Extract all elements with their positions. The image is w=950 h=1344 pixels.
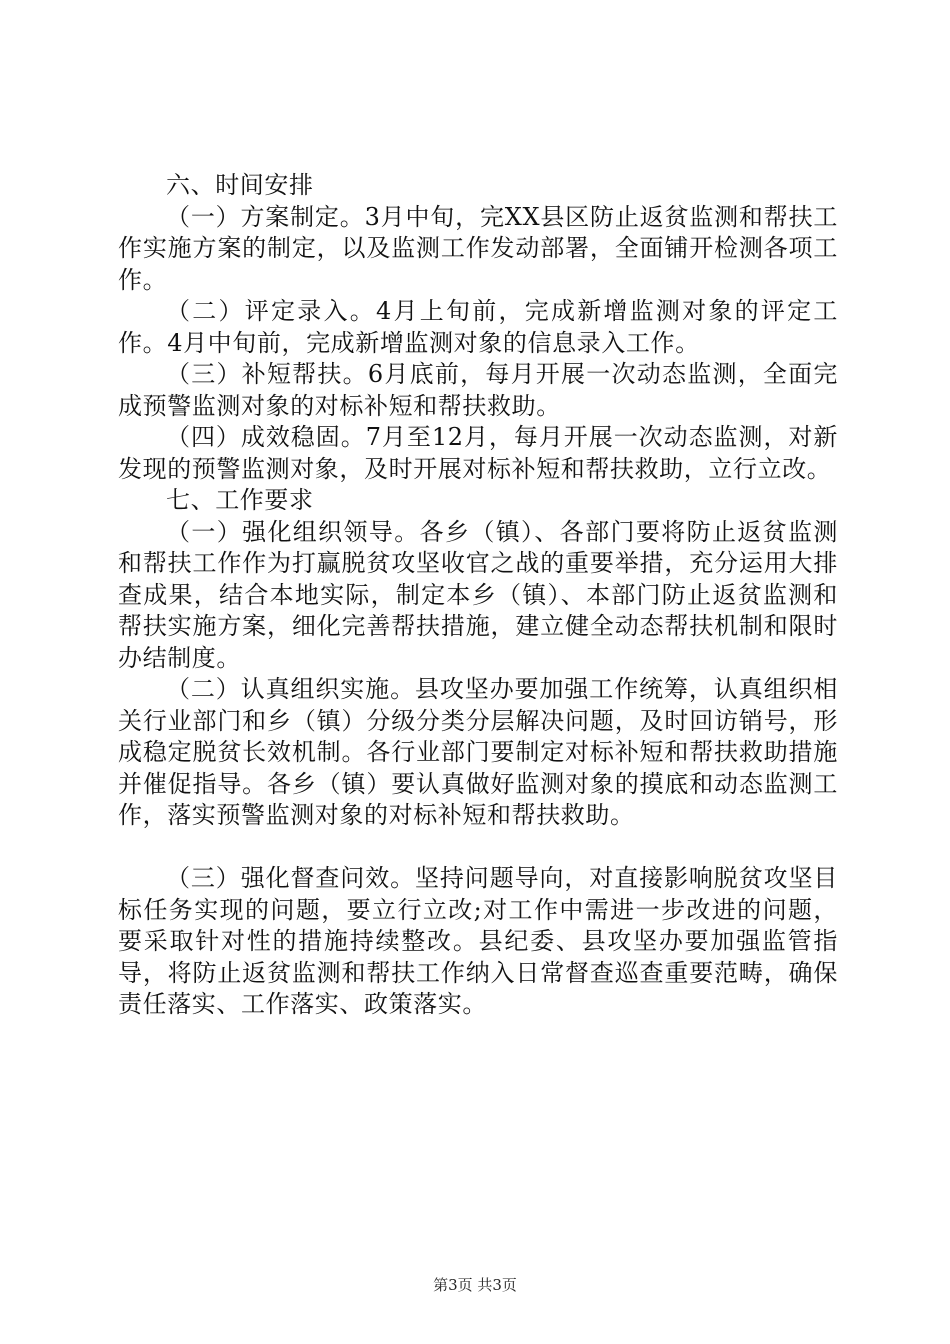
- paragraph-assessment: （二）评定录入。4月上旬前，完成新增监测对象的评定工作。4月中旬前，完成新增监测对象的信息录入工作。: [118, 297, 838, 357]
- paragraph-supervision: （三）强化督查问效。坚持问题导向，对直接影响脱贫攻坚目标任务实现的问题，要立行立改;对工作中需进一步改进的问题，要采取针对性的措施持续整改。县纪委、县攻坚办要加强监管指导，将防止返贫监测和帮扶工作纳入日常督查巡查重要范畴，确保责任落实、工作落实、政策落实。: [118, 864, 838, 1018]
- paragraph-leadership: （一）强化组织领导。各乡（镇）、各部门要将防止返贫监测和帮扶工作作为打赢脱贫攻坚收官之战的重要举措，充分运用大排查成果，结合本地实际，制定本乡（镇）、本部门防止返贫监测和帮扶实施方案，细化完善帮扶措施，建立健全动态帮扶机制和限时办结制度。: [118, 517, 838, 672]
- document-body: [118, 170, 838, 1021]
- paragraph-implementation: （二）认真组织实施。县攻坚办要加强工作统筹，认真组织相关行业部门和乡（镇）分级分类分层解决问题，及时回访销号，形成稳定脱贫长效机制。各行业部门要制定对标补短和帮扶救助措施并催促指导。各乡（镇）要认真做好监测对象的摸底和动态监测工作，落实预警监测对象的对标补短和帮扶救助。: [118, 675, 838, 829]
- page-footer: 第3页 共3页: [433, 1276, 517, 1294]
- section-heading-schedule: 六、时间安排: [166, 171, 314, 199]
- section-heading-requirements: 七、工作要求: [166, 486, 314, 514]
- paragraph-support: （三）补短帮扶。6月底前，每月开展一次动态监测，全面完成预警监测对象的对标补短和帮扶救助。: [118, 360, 838, 420]
- paragraph-consolidation: （四）成效稳固。7月至12月，每月开展一次动态监测，对新发现的预警监测对象，及时开展对标补短和帮扶救助，立行立改。: [118, 423, 838, 483]
- paragraph-plan: （一）方案制定。3月中旬，完XX县区防止返贫监测和帮扶工作实施方案的制定，以及监测工作发动部署，全面铺开检测各项工作。: [118, 202, 838, 294]
